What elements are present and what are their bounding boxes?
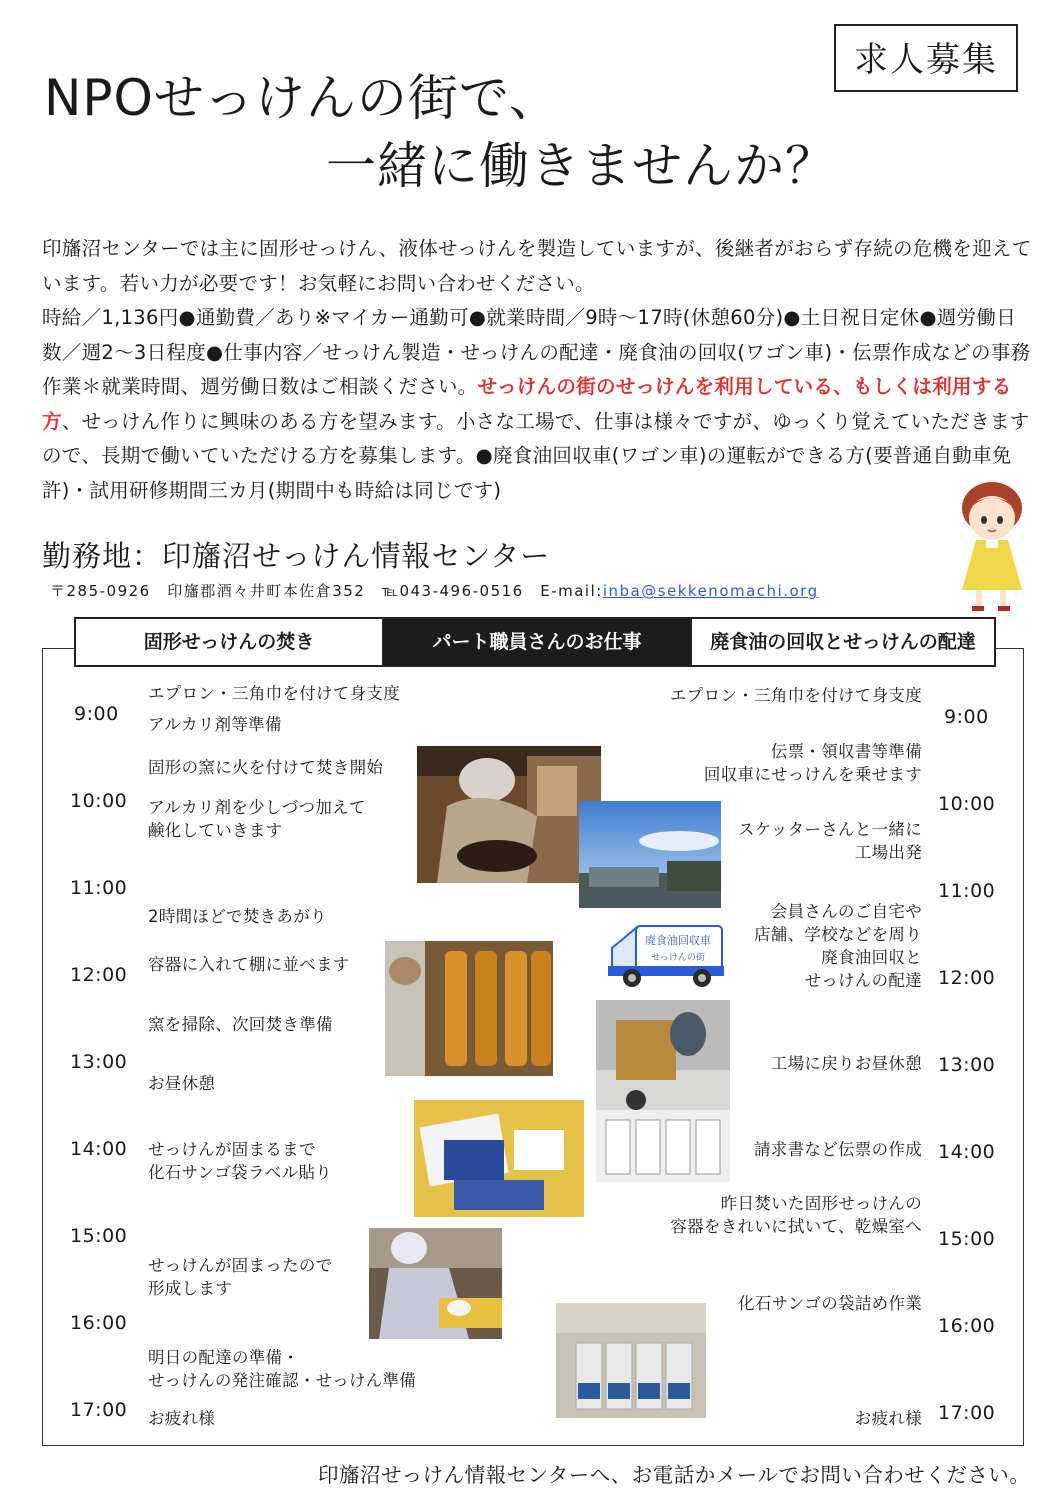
time-left: 17:00 (70, 1399, 128, 1421)
time-right: 9:00 (944, 706, 989, 728)
time-right: 17:00 (938, 1402, 996, 1424)
left-task: お昼休憩 (148, 1074, 216, 1093)
time-left: 10:00 (70, 790, 128, 812)
left-task: 固形の窯に火を付けて焚き開始 (148, 758, 384, 777)
left-task: 容器に入れて棚に並べます (148, 955, 350, 974)
address-text: 〒285-0926 印旛郡酒々井町本佐倉352 ℡043-496-0516 E-mail: (50, 582, 603, 600)
workplace-address (50, 580, 819, 601)
intro-conditions: 時給／1,136円●通勤費／あり※マイカー通勤可●就業時間／9時～17時(休憩60分)●土日祝日定休●週労働日数／週2～3日程度●仕事内容／せっけん製造・せっけんの配達・廃食油の回収(ワゴン車)・伝票作成などの事務作業＊就業時間、週労働日数はご相談ください。 (42, 306, 1031, 398)
time-right: 16:00 (938, 1315, 996, 1337)
photo-packing-coral (556, 1303, 706, 1418)
workplace-title: 勤務地：印旛沼せっけん情報センター (42, 539, 551, 573)
right-task: 会員さんのご自宅や 店舗、学校などを周り 廃食油回収と せっけんの配達 (754, 902, 922, 990)
right-task: 工場に戻りお昼休憩 (770, 1054, 922, 1073)
time-left: 11:00 (70, 877, 128, 899)
intro-paragraph-1: 印旛沼センターでは主に固形せっけん、液体せっけんを製造していますが、後継者がおらず存続の危機を迎えています。若い力が必要です！お気軽にお問い合わせください。 (42, 237, 1032, 295)
left-task: 2時間ほどで焚きあがり (148, 907, 327, 926)
time-right: 10:00 (938, 793, 996, 815)
right-task: 化石サンゴの袋詰め作業 (738, 1294, 922, 1313)
recruitment-badge: 求人募集 (834, 24, 1018, 92)
photo-shaping-soap (369, 1228, 502, 1339)
time-left: 12:00 (70, 964, 128, 986)
truck-sub: せっけんの街 (651, 953, 705, 963)
right-task: エプロン・三角巾を付けて身支度 (670, 686, 922, 705)
left-task: せっけんが固まるまで 化石サンゴ袋ラベル貼り (148, 1140, 332, 1182)
headline-line-1: NPOせっけんの街で、 (44, 69, 560, 127)
photo-factory-sky (579, 801, 721, 908)
time-left: 14:00 (70, 1138, 128, 1160)
truck-sign: 廃食油回収車 (645, 934, 711, 947)
right-task: お疲れ様 (854, 1409, 922, 1428)
truck-illustration (608, 918, 726, 990)
left-task: せっけんが固まったので 形成します (148, 1256, 333, 1298)
time-left: 16:00 (70, 1312, 128, 1334)
left-task: エプロン・三角巾を付けて身支度 (148, 684, 400, 703)
photo-soap-kettle (417, 746, 601, 883)
tab-part-time-work: パート職員さんのお仕事 (382, 617, 692, 667)
left-task: アルカリ剤を少しづつ加えて 鹸化していきます (148, 798, 366, 840)
time-right: 14:00 (938, 1141, 996, 1163)
mascot-girl-illustration (950, 478, 1040, 612)
tab-oil-collection: 廃食油の回収とせっけんの配達 (690, 617, 996, 667)
time-right: 13:00 (938, 1054, 996, 1076)
photo-oil-containers (596, 1000, 730, 1182)
left-task: お疲れ様 (148, 1409, 216, 1428)
tab-solid-soap: 固形せっけんの焚き (74, 617, 384, 667)
time-left: 9:00 (74, 703, 119, 725)
time-left: 13:00 (70, 1051, 128, 1073)
right-task: スケッターさんと一緒に 工場出発 (738, 820, 922, 862)
right-task: 請求書など伝票の作成 (754, 1140, 922, 1159)
headline-line-2: 一緒に働きませんか？ (326, 137, 836, 195)
time-right: 12:00 (938, 967, 996, 989)
left-task: 窯を掃除、次回焚き準備 (148, 1015, 333, 1034)
intro-text (42, 232, 1032, 508)
time-left: 15:00 (70, 1225, 128, 1247)
photo-soap-shelves (385, 941, 553, 1076)
intro-conditions-tail: 、せっけん作りに興味のある方を望みます。小さな工場で、仕事は様々ですが、ゆっくり覚えていただきますので、長期で働いていただける方を募集します。●廃食油回収車(ワゴン車)の運転ができる方(要普通自動車免許)・試用研修期間三カ月(期間中も時給は同じです) (42, 409, 1030, 502)
time-right: 11:00 (938, 880, 996, 902)
intro-highlight: せっけんの街のせっけんを利用している、もしくは利用する方 (42, 375, 1012, 433)
right-task: 昨日焚いた固形せっけんの 容器をきれいに拭いて、乾燥室へ (670, 1194, 922, 1236)
right-task: 伝票・領収書等準備 回収車にせっけんを乗せます (703, 742, 922, 784)
time-right: 15:00 (938, 1228, 996, 1250)
left-task: アルカリ剤等準備 (148, 715, 282, 734)
left-task: 明日の配達の準備・ せっけんの発注確認・せっけん準備 (148, 1348, 417, 1390)
footer-contact-note: 印旛沼せっけん情報センターへ、お電話かメールでお問い合わせください。 (318, 1463, 1031, 1487)
photo-label-bags (414, 1100, 584, 1217)
email-link[interactable]: inba@sekkenomachi.org (602, 582, 819, 600)
